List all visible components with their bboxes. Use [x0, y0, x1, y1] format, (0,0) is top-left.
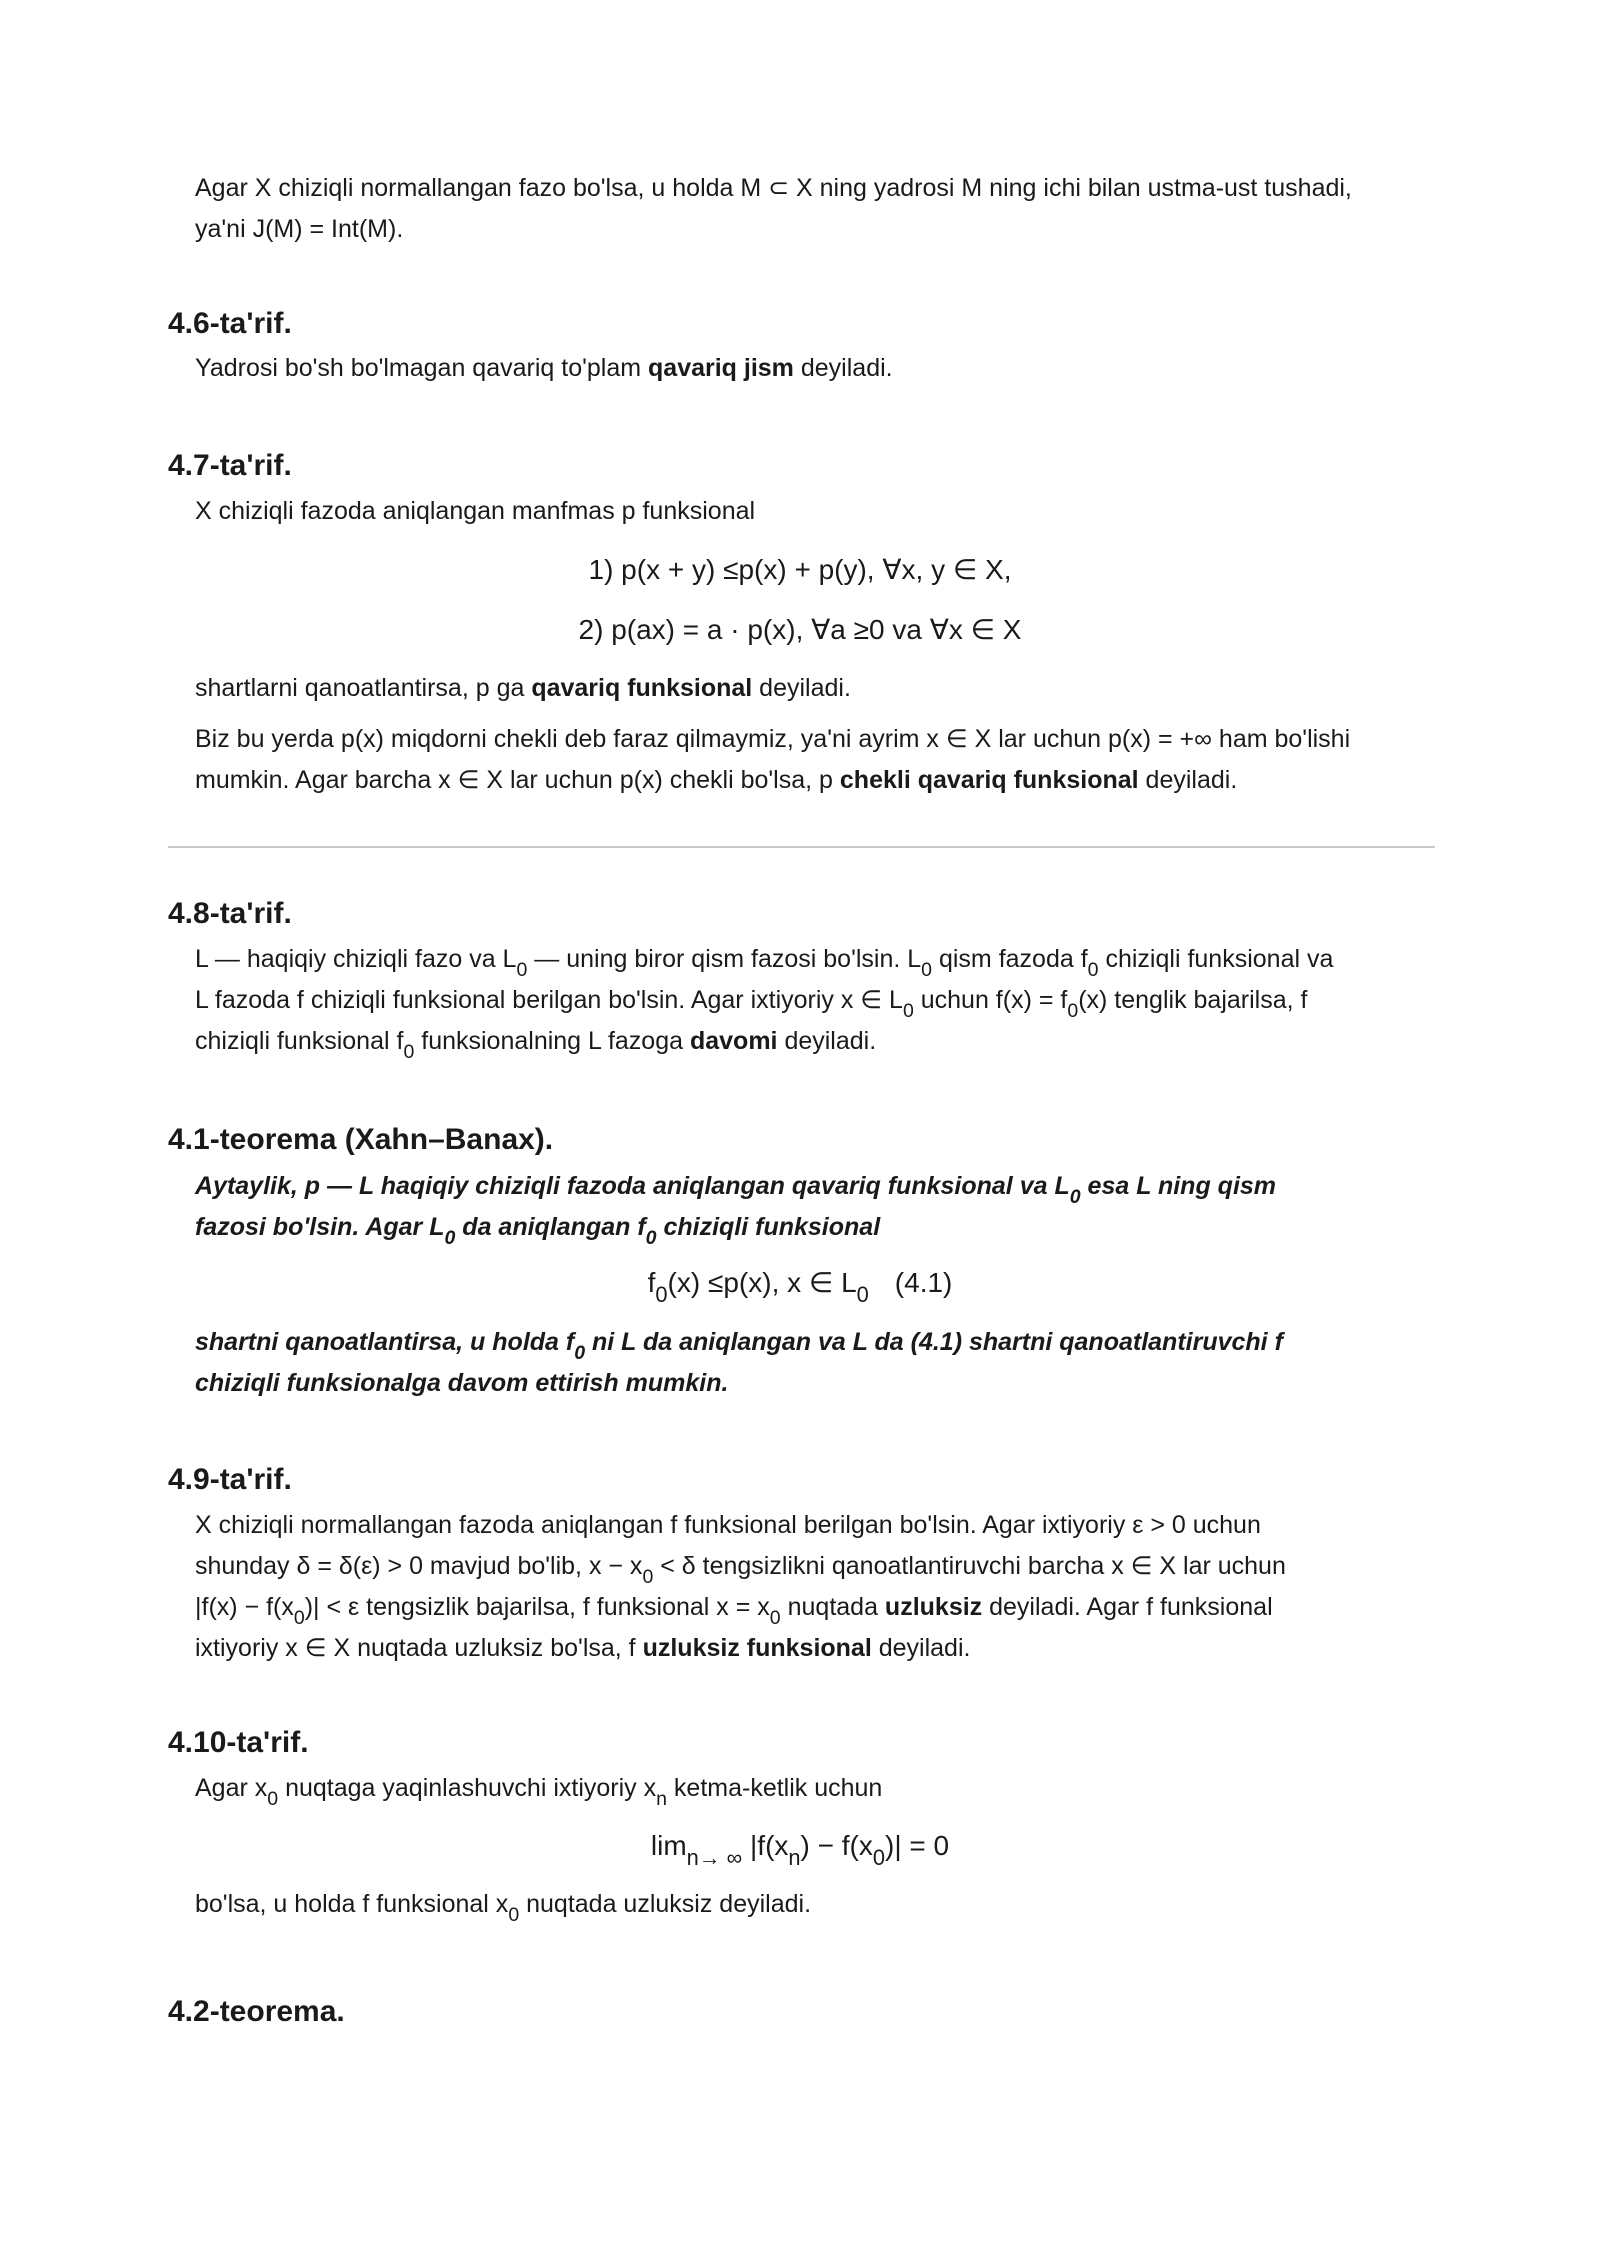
text-run: f: [647, 1267, 656, 1298]
text-run: chiziqli funksional f: [195, 1027, 404, 1055]
definition-4-8-body: [195, 939, 1435, 1062]
text-run: deyiladi.: [793, 354, 893, 382]
text-run: |f(x) − f(x: [195, 1593, 294, 1621]
def48-line-1: [195, 939, 1435, 980]
theorem-4-1-conclusion: [195, 1322, 1435, 1404]
def410-conclusion: [195, 1884, 1435, 1925]
text-run: funksionalning L fazoga: [414, 1027, 690, 1055]
text-run: )| = 0: [885, 1830, 950, 1861]
formula-sequential-continuity: [0, 1828, 1600, 1870]
text-run: mumkin. Agar barcha x ∈ X lar uchun p(x) chekli bo'lsa, p: [195, 766, 840, 794]
formula-4-1: [0, 1265, 1600, 1307]
text-run: esa L ning qism: [1080, 1172, 1277, 1200]
text-run: — uning biror qism fazosi bo'lsin. L: [527, 945, 922, 973]
theorem-4-1-statement: [195, 1166, 1435, 1248]
text-run: nuqtada: [780, 1593, 885, 1621]
text-run: fazosi bo'lsin. Agar L: [195, 1213, 445, 1241]
def49-line-3: [195, 1587, 1435, 1628]
term-continuous-functional: uzluksiz funksional: [642, 1634, 872, 1662]
definition-4-7-text: X chiziqli fazoda aniqlangan manfmas p funksional: [195, 497, 756, 525]
definition-4-6-body: [195, 348, 1435, 389]
term-continuous: uzluksiz: [884, 1593, 983, 1621]
text-run: bo'lsa, u holda f funksional x: [195, 1890, 509, 1918]
thm41-line-3: [195, 1322, 1435, 1363]
text-run: (x) tenglik bajarilsa, f: [1078, 986, 1308, 1014]
subscript: 0: [267, 1787, 279, 1810]
term-convex-functional: qavariq funksional: [531, 674, 753, 702]
term-extension: davomi: [689, 1027, 778, 1055]
text-run: deyiladi.: [1138, 766, 1238, 794]
def410-line-1: [195, 1768, 1435, 1809]
theorem-4-2-heading: 4.2-teorema.: [168, 1995, 345, 2028]
subscript: 0: [1087, 958, 1099, 981]
text-run: ni L da aniqlangan va L da (4.1) shartni qanoatlantiruvchi f: [585, 1328, 1283, 1356]
subscript: 0: [921, 958, 933, 981]
def49-line-4: [195, 1628, 1435, 1669]
text-run: shartlarni qanoatlantirsa, p ga: [195, 674, 532, 702]
definition-4-10-heading: 4.10-ta'rif.: [168, 1726, 309, 1759]
term-convex-body: qavariq jism: [648, 354, 794, 382]
text-run: deyiladi. Agar f funksional: [982, 1593, 1273, 1621]
note-line-1: Biz bu yerda p(x) miqdorni chekli deb faraz qilmaymiz, ya'ni ayrim x ∈ X lar uchun p(x) = +∞ ham bo'lishi: [195, 725, 1351, 753]
intro-line-1: Agar X chiziqli normallangan fazo bo'lsa, u holda M ⊂ X ning yadrosi M ning ichi bilan ustma-ust tushadi,: [195, 174, 1352, 202]
subscript: 0: [403, 1040, 415, 1063]
subscript: 0: [574, 1341, 586, 1364]
definition-4-10-after: [195, 1884, 1435, 1925]
definition-4-7-heading: 4.7-ta'rif.: [168, 449, 292, 482]
thm41-line-1: [195, 1166, 1435, 1207]
formula-homogeneity: 2) p(ax) = a · p(x), ∀a ≥0 va ∀x ∈ X: [578, 614, 1022, 645]
section-divider: [168, 846, 1435, 848]
theorem-4-1-heading: 4.1-teorema (Xahn–Banax).: [168, 1123, 554, 1156]
text-run: deyiladi.: [752, 674, 851, 702]
definition-4-6-text: [195, 348, 1435, 389]
text-run: ixtiyoriy x ∈ X nuqtada uzluksiz bo'lsa, f: [195, 1634, 643, 1662]
subscript: 0: [655, 1281, 668, 1307]
subscript: n→ ∞: [686, 1844, 743, 1870]
text-run: L — haqiqiy chiziqli fazo va L: [195, 945, 517, 973]
def49-line-1: X chiziqli normallangan fazoda aniqlangan f funksional berilgan bo'lsin. Agar ixtiyoriy ε > 0 uchun: [195, 1511, 1261, 1539]
thm41-line-2: [195, 1207, 1435, 1248]
text-run: L fazoda f chiziqli funksional berilgan bo'lsin. Agar ixtiyoriy x ∈ L: [195, 986, 903, 1014]
thm41-line-4: chiziqli funksionalga davom ettirish mumkin.: [195, 1369, 729, 1397]
text-run: deyiladi.: [871, 1634, 971, 1662]
text-run: chiziqli funksional: [656, 1213, 881, 1241]
definition-4-10-body: [195, 1768, 1435, 1809]
subscript: 0: [645, 1226, 657, 1249]
subscript: 0: [444, 1226, 456, 1249]
intro-paragraph: [195, 168, 1435, 250]
text-run: nuqtada uzluksiz deyiladi.: [519, 1890, 812, 1918]
text-run: qism fazoda f: [932, 945, 1088, 973]
text-run: Agar x: [195, 1774, 268, 1802]
text-run: ) − f(x: [800, 1830, 873, 1861]
text-run: da aniqlangan f: [455, 1213, 646, 1241]
intro-line-2: ya'ni J(M) = Int(M).: [195, 215, 404, 243]
subscript: 0: [516, 958, 528, 981]
text-run: )| < ε tengsizlik bajarilsa, f funksional x = x: [304, 1593, 770, 1621]
subscript: n: [656, 1787, 667, 1810]
subscript: 0: [769, 1606, 781, 1629]
def48-line-3: [195, 1021, 1435, 1062]
def48-line-2: [195, 980, 1435, 1021]
subscript: 0: [1069, 1185, 1081, 1208]
subscript: 0: [642, 1565, 654, 1588]
formula-subadditivity: 1) p(x + y) ≤p(x) + p(y), ∀x, y ∈ X,: [588, 554, 1012, 585]
subscript: 0: [872, 1844, 886, 1870]
definition-4-6-heading: 4.6-ta'rif.: [168, 307, 292, 340]
def49-line-2: [195, 1546, 1435, 1587]
text-run: nuqtaga yaqinlashuvchi ixtiyoriy x: [278, 1774, 657, 1802]
definition-4-7-intro: [195, 491, 1435, 532]
definition-4-8-heading: 4.8-ta'rif.: [168, 897, 292, 930]
text-run: shartni qanoatlantirsa, u holda f: [195, 1328, 575, 1356]
subscript: 0: [508, 1903, 520, 1926]
definition-4-7-after: [195, 668, 1435, 709]
term-finite-convex-functional: chekli qavariq funksional: [839, 766, 1139, 794]
text-run: < δ tengsizlikni qanoatlantiruvchi barcha x ∈ X lar uchun: [653, 1552, 1286, 1580]
text-run: |f(x: [742, 1830, 789, 1861]
text-run: chiziqli funksional va: [1098, 945, 1334, 973]
text-run: deyiladi.: [777, 1027, 877, 1055]
subscript: 0: [293, 1606, 305, 1629]
text-run: (x) ≤p(x), x ∈ L: [667, 1267, 857, 1298]
definition-4-9-heading: 4.9-ta'rif.: [168, 1463, 292, 1496]
text-run: ketma-ketlik uchun: [666, 1774, 883, 1802]
subscript: 0: [1067, 999, 1079, 1022]
text-run: Yadrosi bo'sh bo'lmagan qavariq to'plam: [195, 354, 649, 382]
definition-4-7-note: [195, 719, 1435, 801]
definition-4-7-conclusion: [195, 668, 1435, 709]
subscript: n: [788, 1844, 801, 1870]
text-run: uchun f(x) = f: [913, 986, 1068, 1014]
text-run: Aytaylik, p — L haqiqiy chiziqli fazoda aniqlangan qavariq funksional va L: [195, 1172, 1070, 1200]
subscript: 0: [856, 1281, 869, 1307]
subscript: 0: [902, 999, 914, 1022]
note-line-2: [195, 760, 1435, 801]
equation-tag: (4.1): [894, 1267, 953, 1298]
definition-4-9-body: [195, 1505, 1435, 1669]
text-run: lim: [650, 1830, 687, 1861]
text-run: shunday δ = δ(ε) > 0 mavjud bo'lib, x − x: [195, 1552, 643, 1580]
